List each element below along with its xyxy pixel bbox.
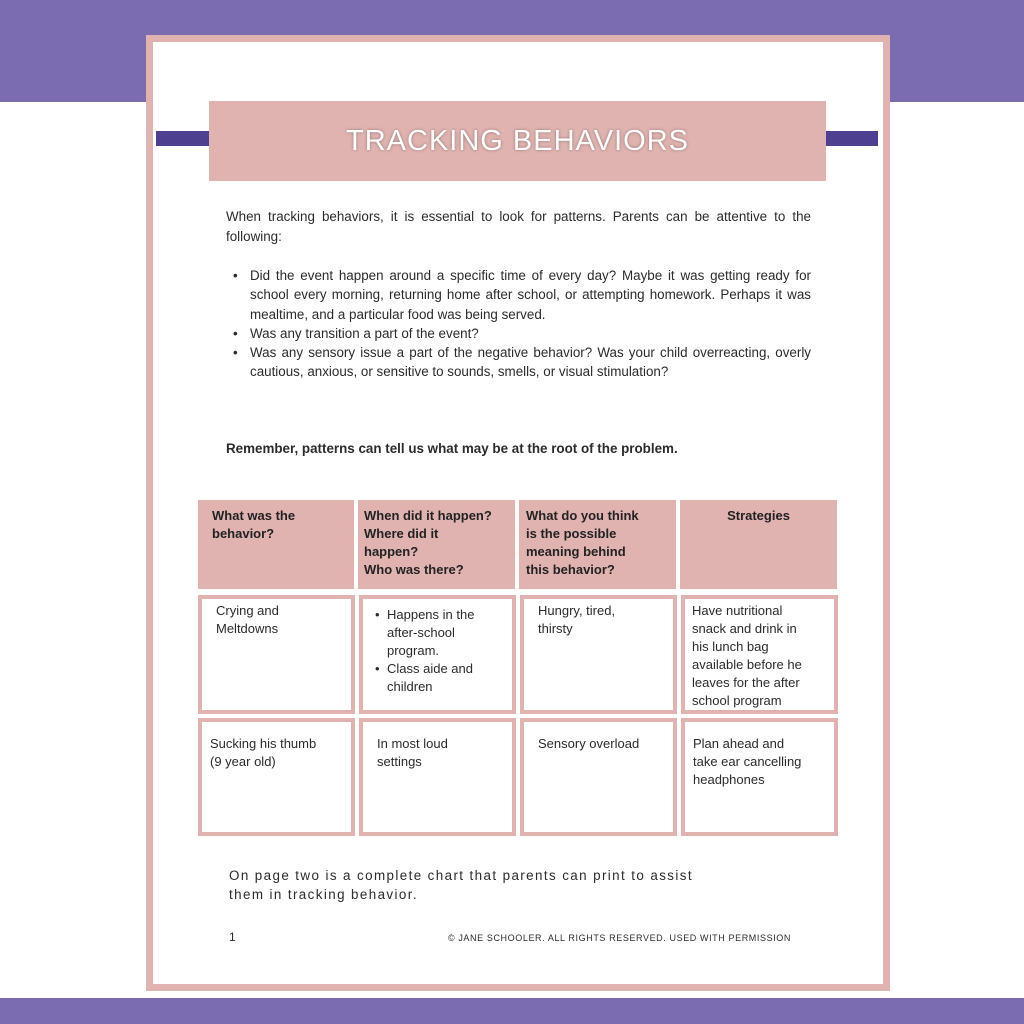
- cell-line: Sensory overload: [538, 736, 640, 751]
- bullet-item: • Was any sensory issue a part of the negative behavior? Was your child overreacting, overly cautious, anxious, or sensitive to sounds, smells, or visual stimulation?: [226, 343, 811, 382]
- header-line: is the possible: [526, 526, 617, 541]
- closing-paragraph: [229, 866, 809, 904]
- cell-line: Plan ahead and: [693, 736, 785, 751]
- cell-line: thirsty: [538, 621, 573, 636]
- cell-behavior-row2: [198, 718, 355, 836]
- cell-line: snack and drink in: [692, 621, 797, 636]
- cell-line: children: [387, 679, 433, 694]
- cell-line: Crying and: [216, 603, 279, 618]
- cell-line: headphones: [693, 772, 765, 787]
- cell-when-row2: [359, 718, 516, 836]
- cell-line: take ear cancelling: [693, 754, 802, 769]
- title-accent-line-right: [820, 131, 878, 146]
- pattern-bullet-list: [226, 266, 811, 382]
- cell-line: Meltdowns: [216, 621, 279, 636]
- cell-strategy-row2: [681, 718, 838, 836]
- cell-line: (9 year old): [210, 754, 276, 769]
- header-line: Where did it: [364, 526, 439, 541]
- bullet-item: • Was any transition a part of the event?: [226, 324, 811, 343]
- page-number: 1: [229, 930, 236, 944]
- cell-meaning-row2: [520, 718, 677, 836]
- bullet-item: • Did the event happen around a specific time of every day? Maybe it was getting ready for school every morning, returning home after school, or attempting homework. Perhaps it was mealtime, and a particular food was being served.: [226, 266, 811, 324]
- cell-line: available before he: [692, 657, 802, 672]
- header-line: meaning behind: [526, 544, 626, 559]
- cell-line: settings: [377, 754, 422, 769]
- title-accent-line-left: [156, 131, 216, 146]
- cell-line: after-school: [387, 625, 455, 640]
- page-title-text: TRACKING BEHAVIORS: [346, 124, 689, 157]
- header-line: this behavior?: [526, 562, 615, 577]
- header-line: happen?: [364, 544, 419, 559]
- header-line: behavior?: [212, 526, 275, 541]
- header-line: Who was there?: [364, 562, 464, 577]
- header-when: [358, 500, 515, 589]
- cell-line: • Class aide and: [387, 661, 473, 676]
- copyright-notice: © JANE SCHOOLER. ALL RIGHTS RESERVED. USED WITH PERMISSION: [448, 933, 791, 943]
- cell-meaning-row1: [520, 595, 677, 714]
- header-strategies: [680, 500, 837, 589]
- header-behavior: [198, 500, 354, 589]
- page-title: [209, 101, 826, 181]
- cell-behavior-row1: [198, 595, 355, 714]
- header-line: What do you think: [526, 508, 639, 523]
- when-bullet-list: [373, 606, 504, 696]
- header-line: Strategies: [727, 508, 790, 523]
- cell-line: • Happens in the: [387, 607, 475, 622]
- closing-line: them in tracking behavior.: [229, 887, 418, 902]
- cell-line: school program: [692, 693, 782, 708]
- list-item: [373, 606, 504, 660]
- cell-line: Sucking his thumb: [210, 736, 317, 751]
- bottom-purple-band: [0, 998, 1024, 1024]
- header-line: What was the: [212, 508, 296, 523]
- cell-line: Have nutritional: [692, 603, 783, 618]
- cell-line: leaves for the after: [692, 675, 800, 690]
- intro-paragraph: When tracking behaviors, it is essential to look for patterns. Parents can be attentive to the following:: [226, 209, 811, 244]
- header-meaning: [519, 500, 676, 589]
- cell-line: program.: [387, 643, 440, 658]
- closing-line: On page two is a complete chart that parents can print to assist: [229, 868, 693, 883]
- header-line: When did it happen?: [364, 508, 492, 523]
- remember-note: Remember, patterns can tell us what may be at the root of the problem.: [226, 441, 678, 456]
- cell-strategy-row1: [681, 595, 838, 714]
- cell-line: Hungry, tired,: [538, 603, 616, 618]
- cell-when-row1: [359, 595, 516, 714]
- cell-line: In most loud: [377, 736, 448, 751]
- cell-line: his lunch bag: [692, 639, 769, 654]
- list-item: [373, 660, 504, 696]
